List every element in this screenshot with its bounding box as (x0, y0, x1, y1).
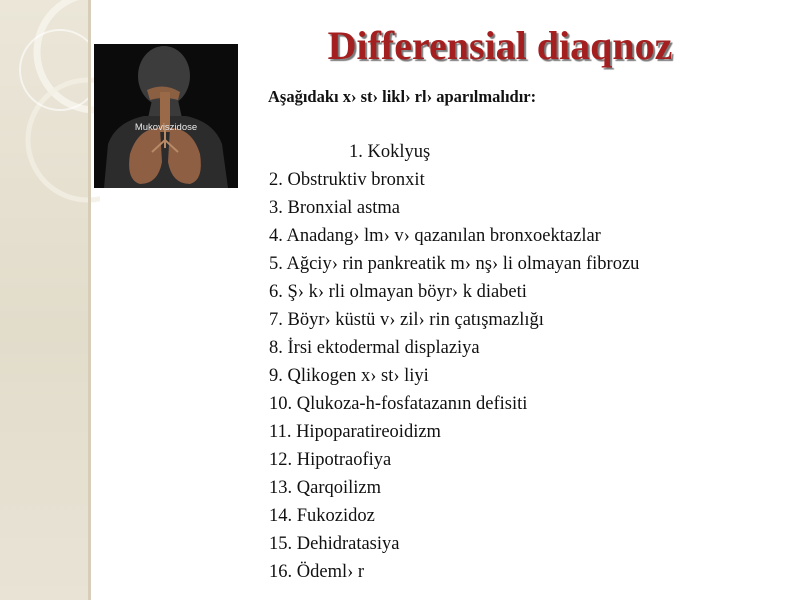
list-item: 3. Bronxial astma (269, 198, 401, 218)
list-item: 10. Qlukoza-h-fosfatazanın defisiti (269, 394, 528, 414)
list-item: 7. Böyr› küstü v› zil› rin çatışmazlığı (269, 310, 544, 330)
list-item: 1. Koklyuş (349, 142, 431, 162)
list-item: 13. Qarqoilizm (269, 478, 382, 498)
list-item: 16. Ödeml› r (269, 562, 365, 582)
slide-title: Differensial diaqnoz (327, 23, 673, 68)
list-item: 2. Obstruktiv bronxit (269, 170, 425, 190)
list-item: 14. Fukozidoz (269, 506, 375, 526)
list-item: 11. Hipoparatireoidizm (269, 422, 441, 442)
list-item: 5. Ağciy› rin pankreatik m› nş› li olmayan fibrozu (269, 254, 640, 274)
image-label: Mukoviszidose (134, 122, 198, 133)
list-item: 8. İrsi ektodermal displaziya (269, 338, 480, 358)
list-item: 6. Ş› k› rli olmayan böyr› k diabeti (269, 282, 527, 302)
list-item: 15. Dehidratasiya (269, 534, 400, 554)
list-item: 4. Anadang› lm› v› qazanılan bronxoektazlar (269, 226, 601, 246)
side-divider (88, 0, 91, 600)
decorative-arcs (0, 0, 100, 220)
respiratory-illustration (94, 44, 238, 188)
list-item: 9. Qlikogen x› st› liyi (269, 366, 429, 386)
list-item: 12. Hipotraofiya (269, 450, 392, 470)
intro-text: Aşağıdakı x› st› likl› rl› aparılmalıdır: (268, 87, 537, 106)
diagnosis-list (269, 138, 639, 586)
